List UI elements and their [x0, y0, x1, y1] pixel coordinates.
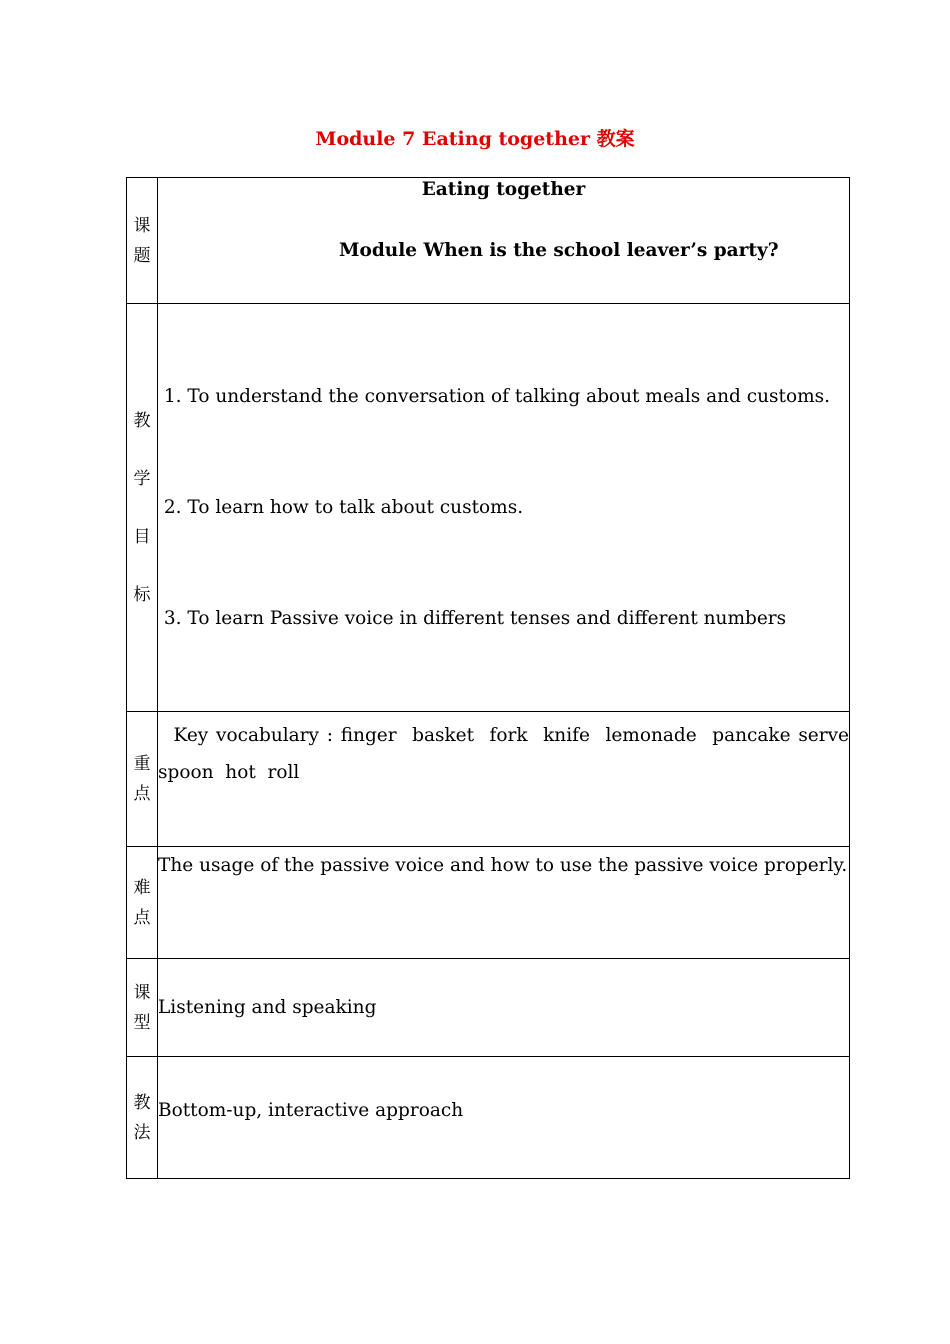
key-vocabulary-text: Key vocabulary : finger basket fork knife lemonade pancake serve spoon hot roll [158, 725, 861, 783]
label-char: 型 [133, 1012, 151, 1033]
key-points-row [127, 712, 850, 847]
label-char: 难 [133, 877, 151, 898]
label-char: 标 [133, 584, 151, 605]
label-char: 教 [133, 410, 151, 431]
difficulties-text: The usage of the passive voice and how to use the passive voice properly. [158, 855, 848, 876]
label-char: 学 [133, 468, 151, 489]
method-content [158, 1057, 850, 1179]
label-char: 课 [133, 215, 151, 236]
lesson-type-row [127, 959, 850, 1057]
label-char: 点 [133, 907, 151, 928]
difficulties-row [127, 847, 850, 959]
label-char: 教 [133, 1092, 151, 1113]
label-char: 重 [133, 754, 151, 774]
label-char: 目 [133, 526, 151, 547]
lesson-type-label [127, 959, 158, 1057]
method-label [127, 1057, 158, 1179]
method-text: Bottom-up, interactive approach [158, 1100, 464, 1121]
label-char: 点 [133, 784, 151, 804]
subject-row [127, 178, 850, 304]
subject-content [158, 178, 850, 304]
objectives-content [158, 304, 850, 712]
objective-item: 2. To learn how to talk about customs. [158, 497, 524, 518]
subject-module: Module When is the school leaver’s party? [339, 240, 779, 261]
label-char: 法 [133, 1122, 151, 1143]
difficulties-label [127, 847, 158, 959]
objective-item: 1. To understand the conversation of talking about meals and customs. [158, 386, 831, 407]
label-char: 题 [133, 245, 151, 266]
difficulties-content [158, 847, 850, 959]
subject-label [127, 178, 158, 304]
lesson-type-text: Listening and speaking [158, 997, 377, 1018]
subject-title: Eating together [421, 179, 586, 200]
label-char: 课 [133, 982, 151, 1003]
lesson-plan-table [126, 177, 861, 1179]
method-row [127, 1057, 850, 1179]
objectives-row [127, 304, 850, 712]
document-title: Module 7 Eating together 教案 [315, 128, 635, 150]
lesson-type-content [158, 959, 850, 1057]
key-points-content [158, 712, 861, 847]
objective-item: 3. To learn Passive voice in different tenses and different numbers [158, 608, 787, 629]
key-points-label [127, 712, 158, 847]
objectives-label [127, 304, 158, 712]
